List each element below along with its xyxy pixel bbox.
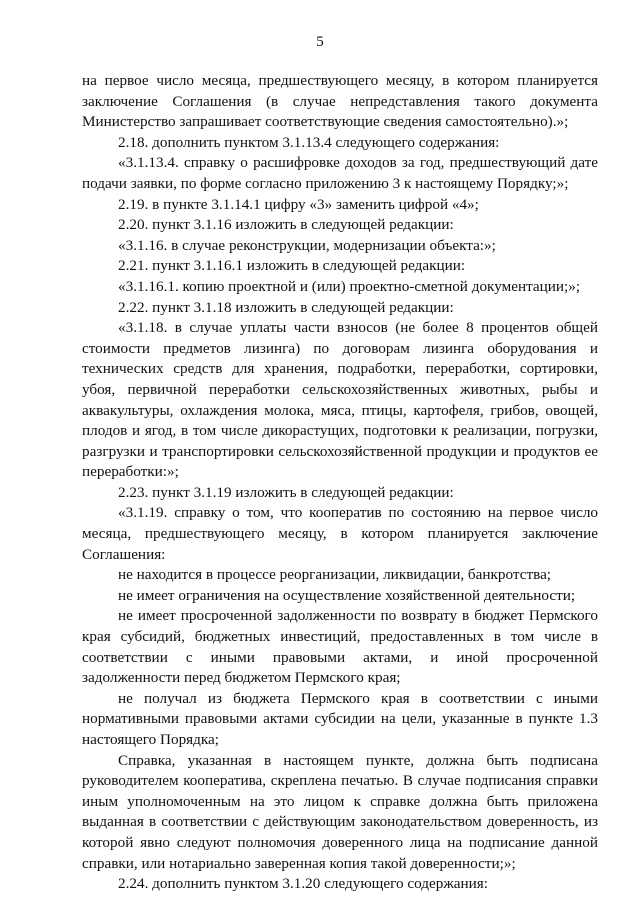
paragraph-clause-3-1-13-4: «3.1.13.4. справку о расшифровке доходов за год, предшествующий дате подачи заявки, по форме согласно приложению 3 к настоящему Порядку;»; [82, 154, 598, 192]
paragraph-condition-subsidies: не получал из бюджета Пермского края в соответствии с иными нормативными правовыми актами субсидии на цели, указанные в пункте 1.3 настоящего Порядка; [82, 689, 598, 748]
document-body [82, 71, 598, 895]
paragraph-continuation: на первое число месяца, предшествующего месяцу, в котором планируется заключение Соглашения (в случае непредставления такого документа Министерство запрашивает соответствующие сведения самостоятельно).»; [82, 72, 598, 131]
paragraph-condition-debt: не имеет просроченной задолженности по возврату в бюджет Пермского края субсидий, бюджетных инвестиций, предоставленных в том числе в соответствии с иными правовыми актами, и иной просроченной задолженности перед бюджетом Пермского края; [82, 607, 598, 687]
page-number: 5 [316, 34, 324, 50]
paragraph-certificate-signature: Справка, указанная в настоящем пункте, должна быть подписана руководителем кооператива, скреплена печатью. В случае подписания справки иным уполномоченным на это лицом к справке должна быть приложена выданная в соответствии с действующим законодательством доверенность, из которой явно следуют полномочия доверенного лица на подписание данной справки, или нотариально заверенная копия такой доверенности;»; [82, 751, 598, 872]
paragraph-item-2-24: 2.24. дополнить пунктом 3.1.20 следующего содержания: [118, 875, 489, 893]
paragraph-condition-restrictions: не имеет ограничения на осуществление хозяйственной деятельности; [118, 586, 576, 604]
paragraph-item-2-23: 2.23. пункт 3.1.19 изложить в следующей редакции: [118, 483, 454, 501]
paragraph-clause-3-1-19: «3.1.19. справку о том, что кооператив по состоянию на первое число месяца, предшествующего месяцу, в котором планируется заключение Соглашения: [82, 504, 598, 563]
paragraph-item-2-20: 2.20. пункт 3.1.16 изложить в следующей редакции: [118, 216, 454, 234]
paragraph-item-2-19: 2.19. в пункте 3.1.14.1 цифру «3» заменить цифрой «4»; [118, 195, 479, 213]
paragraph-clause-3-1-18: «3.1.18. в случае уплаты части взносов (не более 8 процентов общей стоимости предметов лизинга) по договорам лизинга оборудования и технических средств для хранения, подработки, переработки, сортировки, убоя, первичной переработки сельскохозяйственных животных, рыбы и аквакультуры, охлаждения молока, мяса, птицы, картофеля, грибов, овощей, плодов и ягод, в том числе дикорастущих, подготовки к реализации, погрузки, разгрузки и транспортировки сельскохозяйственной продукции и продуктов ее переработки:»; [82, 319, 598, 481]
paragraph-condition-reorganization: не находится в процессе реорганизации, ликвидации, банкротства; [118, 566, 552, 584]
paragraph-item-2-18: 2.18. дополнить пунктом 3.1.13.4 следующего содержания: [118, 133, 500, 151]
paragraph-item-2-21: 2.21. пункт 3.1.16.1 изложить в следующей редакции: [118, 257, 466, 275]
paragraph-clause-3-1-16-1: «3.1.16.1. копию проектной и (или) проектно-сметной документации;»; [118, 277, 581, 295]
paragraph-item-2-22: 2.22. пункт 3.1.18 изложить в следующей редакции: [118, 298, 454, 316]
paragraph-clause-3-1-16: «3.1.16. в случае реконструкции, модернизации объекта:»; [118, 236, 496, 254]
